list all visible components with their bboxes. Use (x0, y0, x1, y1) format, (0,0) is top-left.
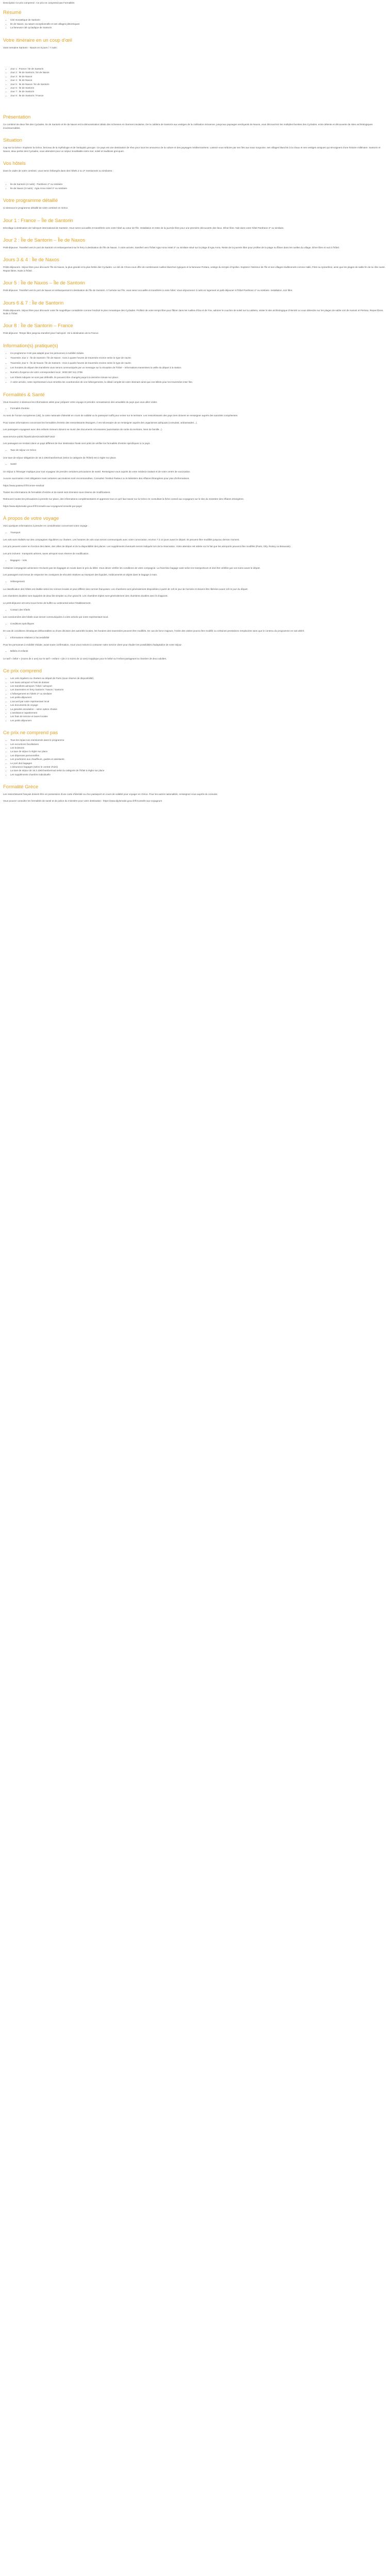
day-title: Jour 1 : France – Île de Santorin (3, 217, 73, 224)
paragraph: Retrouvez toutes les précautions à prendre sur place, des informations complémentaires et apprenez tout ce qu'il faut savoir sur la Grèce en consultant la fiche conseil aux voyageurs sur le site du ministère des Affaires étrangères. (3, 498, 245, 501)
link-text[interactable]: https://www.pasteur.fr/fr/centre-medical (3, 484, 44, 487)
list-item: • Tous les repas non mentionnés dans le programme (10, 739, 388, 742)
list-item: • À votre arrivée, notre représentant vous remettra les coordonnées de vos hébergements, le détail complet de votre itinéraire ainsi que vos billets pour les traversées inter-îles. (10, 381, 388, 384)
link-text[interactable]: www.service-public.fr/particuliers/vosdroits/F1922 (3, 435, 55, 438)
list-item: • La fameuse cité cycladique de Santorin (10, 26, 388, 29)
list-item: • La garantie annulation – selon option choisie (10, 708, 388, 711)
list-item: • Les boissons (10, 747, 388, 750)
day-text: Petits-déjeuners. Séjour libre pour découvrir votre île magnifique considérée comme l'endroit le plus romantique des Cyclades. Profitez de votre temps libre pour flâner dans les ruelles d'Oia et de Fira, admirer le coucher de soleil sur la caldeira, visiter le site archéologique d'Akrotiri ou vous détendre sur les plages de sable noir de Kamari et Perissa. Repas libres. Nuits à l'hôtel. (3, 309, 384, 315)
day-text: Décollage à destination de l'aéroport international de Santorin. Vous serez accueillis et transférés vers votre hôtel au cœur de l'île. Installation et reste de la journée libre pour une première découverte des lieux. Dîner libre. Nuit dans votre hôtel Pantheon 2* ou similaire. (3, 226, 284, 229)
paragraph: La classification des hôtels est établie selon les normes locales et peut différer des normes françaises. Les chambres sont généralement disponibles à partir de 14h le jour de l'arrivée et doivent être libérées avant 12h le jour du départ. (3, 587, 248, 590)
list-item: • La taxe de séjour à régler sur place (10, 750, 388, 753)
list-item: • Jour 3 : Ile de Naxos (10, 75, 388, 78)
resume-title: Résumé (3, 10, 22, 16)
list-item: • Jour 4 : Ile de Naxos (10, 79, 388, 82)
paragraph: Les prix incluent : transports aériens, taxes aéroport sous réserve de modification. (3, 552, 89, 555)
list-item: • Informations relatives à l'accessibilité (10, 636, 388, 639)
list-item: • Les vols réguliers ou charters au départ de Paris (sous réserve de disponibilité) (10, 677, 388, 680)
itinerary-list (10, 67, 388, 97)
page (0, 0, 391, 816)
list-item: • Jour 7 : Ile de Santorin (10, 90, 388, 93)
list-item: • Hébergement (10, 580, 388, 583)
about-title: À propos de votre voyage (3, 516, 59, 522)
paragraph: Au sein de l'Union européenne (UE), la carte nationale d'identité en cours de validité ou le passeport suffit pour entrer sur le territoire. Les ressortissants des pays tiers doivent se renseigner auprès des autorités compétentes. (3, 414, 238, 417)
about-intro: Voici quelques informations à prendre en considération concernant votre voyage : (3, 524, 89, 528)
paragraph: Les chambres doubles sont équipées de deux lits simples ou d'un grand lit. Les chambres triples sont généralement des chambres doubles avec lit d'appoint. (3, 595, 168, 598)
hotels-list (10, 183, 388, 190)
list-item: • Les suppléments chambre individuelle (10, 773, 388, 776)
list-item: • Bagages – Vols (10, 559, 388, 562)
health-list (10, 407, 388, 410)
hotels-intro: Dans le cadre de votre combiné, vous serez hébergés dans des hôtels 2 ou 3* mentionnés ou similaires : (3, 169, 113, 172)
paragraph: Les vols sont réalisés sur des compagnies régulières ou charters. Les horaires de vols vous seront communiqués avec votre convocation, environ 7 à 10 jours avant le départ. Ils peuvent être modifiés jusqu'au dernier moment. (3, 538, 240, 541)
list-item: • Ile de Santorin (4 nuits) : Pantheon 2* ou similaire (10, 183, 388, 186)
list-item: • Santé (10, 463, 388, 466)
transport-paragraphs (3, 538, 388, 555)
list-item: • Les excursions facultatives (10, 743, 388, 746)
paragraph: Pour toutes informations concernant les formalités d'entrée des ressortissants étrangers, il est nécessaire de se renseigner auprès des organismes adéquats (consulats, ambassades...). (3, 421, 198, 424)
important-list (10, 352, 388, 384)
list-item: • Les hôtels indiqués ne sont pas définitifs. Ils peuvent être changés jusqu'à la dernière minute sur place. (10, 376, 388, 379)
situation-title: Situation (3, 138, 22, 144)
conditions-list (10, 622, 388, 625)
bagage-paragraphs (3, 567, 388, 577)
health-paragraphs (3, 414, 388, 445)
list-item: • Jour 6 : Ile de Santorin (10, 87, 388, 90)
day-text: Petit-déjeuner. Transfert vers le port de Naxos et embarquement à destination de l'île de Santorin. À l'arrivée sur l'île, vous serez accueillis et transférés à votre hôtel. Vous séjournerez 3 nuits en logement et petit-déjeuner à l'hôtel Pantheon 2* ou similaire. Installation, soir libre. (3, 289, 293, 292)
resume-list (10, 19, 388, 29)
situation-text: Cap sur la Grèce ! Explorez la Grèce, berceau de la mythologie et de l'antiquité grecque. Ce pays est une destination de rêve pour tous les amoureux de la culture et des paysages méditerranéens. Laissez-vous séduire par ses îles aux eaux turquoise, ses villages blanchis à la chaux et ses vestiges antiques qui témoignent d'une histoire millénaire. Santorin et Naxos, deux perles des Cyclades, vous attendent pour un séjour inoubliable entre mer, soleil et traditions grecques. (3, 146, 381, 152)
list-item: • Conditions spécifiques (10, 622, 388, 625)
hotels-title: Vos hôtels (3, 160, 26, 166)
list-item: • Traversée Jour 5 : Île de Naxos / Île de Santorin : trois à quatre heures de traversée environ selon le type de navire. (10, 362, 388, 365)
paragraph: Toutes les informations de formalités d'entrée et de santé sont données sous réserve de modifications. (3, 490, 111, 494)
hebergement-list (10, 580, 388, 583)
list-item: • Jour 2 : Ile de Santorin / Ile de Naxos (10, 71, 388, 74)
list-item: • Jour 5 : Ile de Naxos / Ile de Santorin (10, 83, 388, 86)
list-item: • L'assistance rapatriement (10, 711, 388, 715)
program-intro: Ci-dessous le programme détaillé de votre combiné en Grèce. (3, 207, 69, 210)
list-item: • Les frais de service et taxes locales (10, 715, 388, 718)
paragraph: Les passagers voyageant avec des enfants mineurs doivent se munir des documents nécessaires (autorisation de sortie du territoire, livret de famille...). (3, 428, 162, 431)
list-item: • Les documents de voyage (10, 704, 388, 707)
presentation-title: Présentation (3, 114, 31, 121)
list-item: • Numéro d'urgence de votre correspondant local : 0030 697 611 3799 (10, 371, 388, 374)
list-item: • Ile de Naxos, sa nature exceptionnelle et ses villages pittoresques (10, 23, 388, 26)
info-list (10, 636, 388, 639)
list-item: • Les dépenses personnelles (10, 754, 388, 757)
list-item: • Ile de Naxos (3 nuits) : Agia Anna Hotel 2* ou similaire (10, 187, 388, 190)
paragraph: Le tarif « bébé » (moins de 2 ans) sur le tarif « enfant » (de 2 à moins de 12 ans) s'applique pour le bébé ou l'enfant partageant la chambre de deux adultes. (3, 657, 167, 660)
sante-paragraphs (3, 470, 388, 508)
day-title: Jours 6 & 7 : Île de Santorin (3, 300, 64, 306)
important-title: Information(s) pratique(s) (3, 343, 58, 349)
itinerary-title: Votre itinéraire en un coup d'œil (3, 37, 72, 43)
list-item: • Jour 8 : Ile de Santorin / France (10, 94, 388, 97)
list-item: • Ce programme n'est pas adapté pour les personnes à mobilité réduite. (10, 352, 388, 355)
health-intro: Vous trouverez ci-dessous les informations utiles pour préparer votre voyage et prendre connaissance des actualités du pays que vous allez visiter. (3, 400, 158, 403)
paragraph: Les passagers se rendant dans un pays différent de leur destination finale sont priés de vérifier les formalités d'entrée spécifiques à ce pays. (3, 442, 151, 445)
link-text[interactable]: https://www.diplomatie.gouv.fr/fr/conseils-aux-voyageurs/conseils-par-pays/ (3, 504, 82, 507)
list-item: • L'hébergement en hôtels 2* ou similaire (10, 692, 388, 696)
list-item: • Contact des hôtels (10, 608, 388, 612)
day-title: Jour 2 : Île de Santorin – Île de Naxos (3, 237, 85, 243)
list-item: • Le port des bagages (10, 762, 388, 765)
list-item: • Les pourboires aux chauffeurs, guides et assistants (10, 758, 388, 761)
paragraph: Certaines compagnies aériennes n'incluent pas les bagages en soute dans le prix du billet. Vous devez vérifier les conditions de votre compagnie. La franchise bagage varie selon les transporteurs et doit être vérifiée par vos soins avant le départ. (3, 566, 260, 569)
list-item: • Les traversées en ferry Santorin / Naxos / Santorin (10, 688, 388, 691)
day-text: Petit-déjeuner. Temps libre jusqu'au transfert pour l'aéroport. Vol à destination de la France. (3, 332, 99, 335)
list-item: • Cité monastique de Santorin (10, 19, 388, 22)
not-included-title: Ce prix ne comprend pas (3, 730, 58, 736)
formalites-text-2: Vous pouvez consulter les formalités de santé et de police du ministère pour votre destination : https://www.diplomatie.gouv.fr/fr/conseils-aux-voyageurs (3, 799, 162, 802)
paragraph: Le petit-déjeuner est servi sous forme de buffet ou continental selon l'établissement. (3, 601, 91, 604)
day-text: Petits-déjeuners. Séjour libre pour découvrir l'île de Naxos, la plus grande et la plus fertile des Cyclades. La cité de Chora vous offre de nombreuses ruelles blanches typiques et la fameuse Portara, vestige du temple d'Apollon. Explorez l'intérieur de l'île et ses villages traditionnels comme Halki, Filoti ou Apiranthos, ainsi que les plages de sable fin de la côte ouest. Repas libres. Nuits à l'hôtel. (3, 266, 385, 272)
list-item: • Les transferts aéroport / hôtel / aéroport (10, 685, 388, 688)
list-item: • L'assurance bagages (selon le contrat choisi) (10, 766, 388, 769)
program-title: Votre programme détaillé (3, 198, 58, 204)
bagage-list (10, 559, 388, 562)
day-title: Jour 5 : Île de Naxos – Île de Santorin (3, 280, 85, 286)
list-item: • Les horaires de départ des transferts vous seront communiqués par un message sur la réception de l'hôtel – Informations transmises la veille du départ à la station. (10, 366, 388, 369)
list-item: • Les taxes aéroport et frais de dossier (10, 681, 388, 684)
paragraph: Aucune vaccination n'est obligatoire mais certaines vaccinations sont recommandées. Consultez l'Institut Pasteur ou le Ministère des Affaires Étrangères pour plus d'informations. (3, 477, 190, 480)
day-text: Petit-déjeuner. Transfert vers le port de Santorin et embarquement sur le ferry à destination de l'île de Naxos. À votre arrivée, transfert vers l'hôtel Agia Anna Hotel 2* ou similaire situé sur la plage d'Agia Anna. Reste de la journée libre pour profiter de la plage ou flâner dans les ruelles du village. Dîner libre et nuit à l'hôtel. (3, 246, 340, 249)
paragraph: Un séjour à l'étranger implique pour tout voyageur de prendre certaines précautions de santé. Renseignez-vous auprès de votre médecin traitant et de votre centre de vaccination. (3, 470, 191, 473)
paragraph: Les coordonnées des hôtels vous seront communiquées à votre arrivée par notre représentant local. (3, 616, 109, 619)
list-item: • Les petits-déjeuners (10, 696, 388, 699)
tax-list (10, 449, 388, 452)
list-item: • Formalité d'entrée (10, 407, 388, 410)
paragraph: Une taxe de séjour obligatoire de 1€ à 10€/chambre/nuit (selon la catégorie de l'hôtel) est à régler sur place. (3, 456, 117, 459)
list-item: • Bébés et enfants (10, 650, 388, 653)
list-item: • Jour 1 : France / Ile de Santorin (10, 67, 388, 71)
formalites-title: Formalité Grèce (3, 784, 39, 790)
sante-list (10, 463, 388, 466)
not-included-list (10, 739, 388, 776)
list-item: • Taxe de séjour en Grèce (10, 449, 388, 452)
day-title: Jours 3 & 4 : Île de Naxos (3, 257, 59, 263)
included-title: Ce prix comprend (3, 668, 42, 674)
included-list (10, 677, 388, 722)
paragraph: Les passagers sont tenus de respecter les consignes de sécurité relatives au transport des liquides, médicaments et objets dans le bagage à main. (3, 573, 158, 576)
intro-line: Description Ce prix comprend : Ce prix ne comprend pas Formalités (3, 2, 75, 4)
paragraph: En cas de conditions climatiques défavorables ou d'une décision des autorités locales, les horaires des traversées peuvent être modifiés. En cas de force majeure, l'ordre des visites pourra être modifié ou certaines prestations remplacées sans que le contenu du programme en soit altéré. (3, 630, 305, 633)
bebes-list (10, 650, 388, 653)
itinerary-subtitle: Votre semaine Santorin - Naxos en 8 jours / 7 nuits : (3, 46, 58, 49)
hebergement-paragraphs (3, 588, 388, 605)
contact-list (10, 608, 388, 612)
paragraph: Pour les personnes à mobilité réduite, avant toute confirmation, nous vous invitons à contacter notre service client pour étudier les possibilités d'adaptation de votre séjour. (3, 643, 182, 647)
list-item: • Traversée Jour 2 : Île de Santorin / Île de Naxos : trois à quatre heures de traversée environ selon le type de navire. (10, 357, 388, 360)
list-item: • La taxe de séjour de 1€ à 10€/chambre/nuit selon la catégorie de l'hôtel à régler sur place (10, 769, 388, 772)
list-item: • L'accueil par notre représentant local (10, 700, 388, 703)
paragraph: Les prix peuvent varier en fonction des dates, des villes de départ et de la disponibilité des places. Les suppléments éventuels seront indiqués lors de la réservation. Votre attention est attirée sur le fait que les aéroports peuvent être modifiés (Paris, Orly, Roissy ou Beauvais). (3, 545, 291, 548)
transport-list (10, 531, 388, 534)
list-item: • Les petits déjeuners (10, 719, 388, 722)
list-item: • Transport (10, 531, 388, 534)
formalites-text: Les ressortissants français doivent être en possession d'une carte d'identité ou d'un passeport en cours de validité pour voyager en Grèce. Pour les autres nationalités, renseignez-vous auprès du consulat. (3, 793, 218, 796)
presentation-text: Ce combiné de deux îles des Cyclades, Ile de Santorin et Ile de Naxos est la démonstration idéale des richesses et charmes insulaires. De la caldeira de Santorin aux vestiges de la civilisation minoenne, jusqu'aux paysages verdoyants de Naxos, vous découvrirez les multiples facettes des Cyclades, entre détente et découverte de sites archéologiques incontournables. (3, 123, 373, 129)
health-title: Formalités & Santé (3, 392, 45, 398)
day-title: Jour 8 : Île de Santorin – France (3, 323, 73, 329)
